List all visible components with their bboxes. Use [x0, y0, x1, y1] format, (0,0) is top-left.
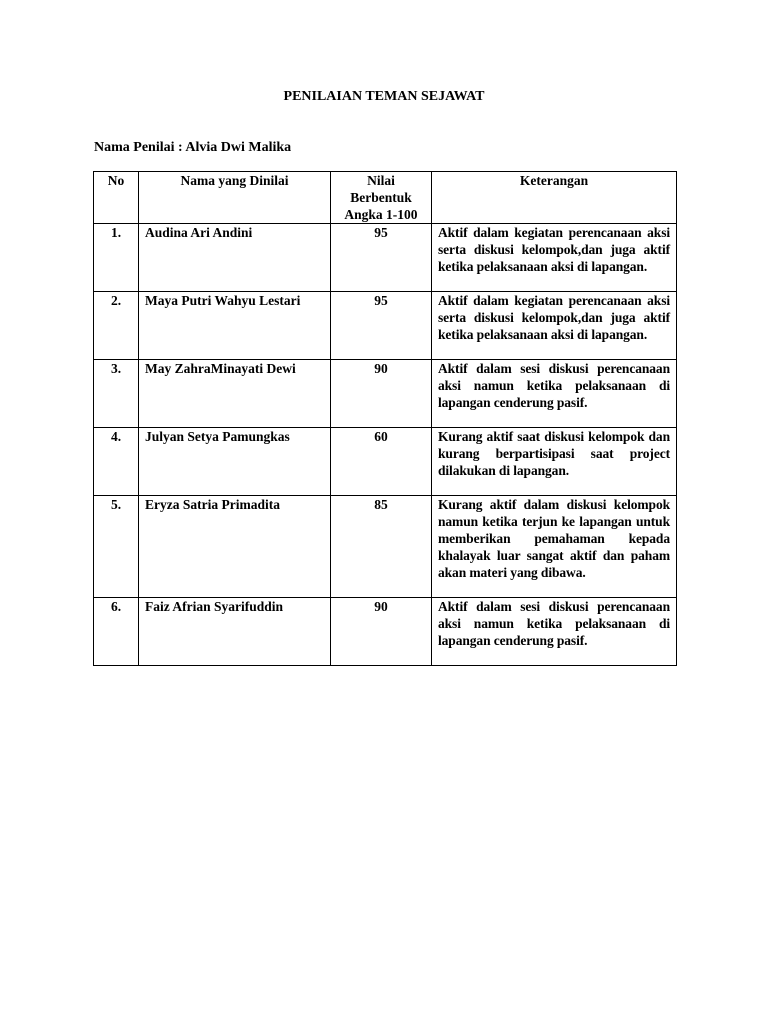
assessed-name: Maya Putri Wahyu Lestari	[139, 292, 331, 360]
row-number: 4.	[94, 428, 139, 496]
peer-assessment-table	[93, 171, 677, 666]
row-number: 2.	[94, 292, 139, 360]
score-value: 90	[331, 360, 432, 428]
table-row	[94, 598, 677, 666]
assessor-name: Nama Penilai : Alvia Dwi Malika	[94, 140, 292, 155]
score-value: 60	[331, 428, 432, 496]
header-no: No	[94, 172, 139, 224]
assessed-name: Audina Ari Andini	[139, 224, 331, 292]
row-number: 6.	[94, 598, 139, 666]
remark-text: Aktif dalam sesi diskusi perencanaan aksi namun ketika pelaksanaan di lapangan cenderung pasif.	[432, 360, 677, 428]
row-number: 3.	[94, 360, 139, 428]
table-row	[94, 292, 677, 360]
score-value: 95	[331, 224, 432, 292]
table-row	[94, 496, 677, 598]
assessed-name: Julyan Setya Pamungkas	[139, 428, 331, 496]
remark-text: Kurang aktif saat diskusi kelompok dan kurang berpartisipasi saat project dilakukan di lapangan.	[432, 428, 677, 496]
score-value: 85	[331, 496, 432, 598]
header-score: Nilai Berbentuk Angka 1-100	[331, 172, 432, 224]
header-name: Nama yang Dinilai	[139, 172, 331, 224]
header-note: Keterangan	[432, 172, 677, 224]
score-value: 90	[331, 598, 432, 666]
document-title: PENILAIAN TEMAN SEJAWAT	[283, 89, 485, 104]
table-row	[94, 224, 677, 292]
row-number: 5.	[94, 496, 139, 598]
row-number: 1.	[94, 224, 139, 292]
score-value: 95	[331, 292, 432, 360]
remark-text: Kurang aktif dalam diskusi kelompok namun ketika terjun ke lapangan untuk memberikan pemahaman kepada khalayak luar sangat aktif dan paham akan materi yang dibawa.	[432, 496, 677, 598]
table-row	[94, 360, 677, 428]
remark-text: Aktif dalam kegiatan perencanaan aksi serta diskusi kelompok,dan juga aktif ketika pelaksanaan aksi di lapangan.	[432, 224, 677, 292]
assessed-name: May ZahraMinayati Dewi	[139, 360, 331, 428]
assessed-name: Eryza Satria Primadita	[139, 496, 331, 598]
table-header-row	[94, 172, 677, 224]
assessed-name: Faiz Afrian Syarifuddin	[139, 598, 331, 666]
table-row	[94, 428, 677, 496]
remark-text: Aktif dalam kegiatan perencanaan aksi serta diskusi kelompok,dan juga aktif ketika pelaksanaan aksi di lapangan.	[432, 292, 677, 360]
remark-text: Aktif dalam sesi diskusi perencanaan aksi namun ketika pelaksanaan di lapangan cenderung pasif.	[432, 598, 677, 666]
